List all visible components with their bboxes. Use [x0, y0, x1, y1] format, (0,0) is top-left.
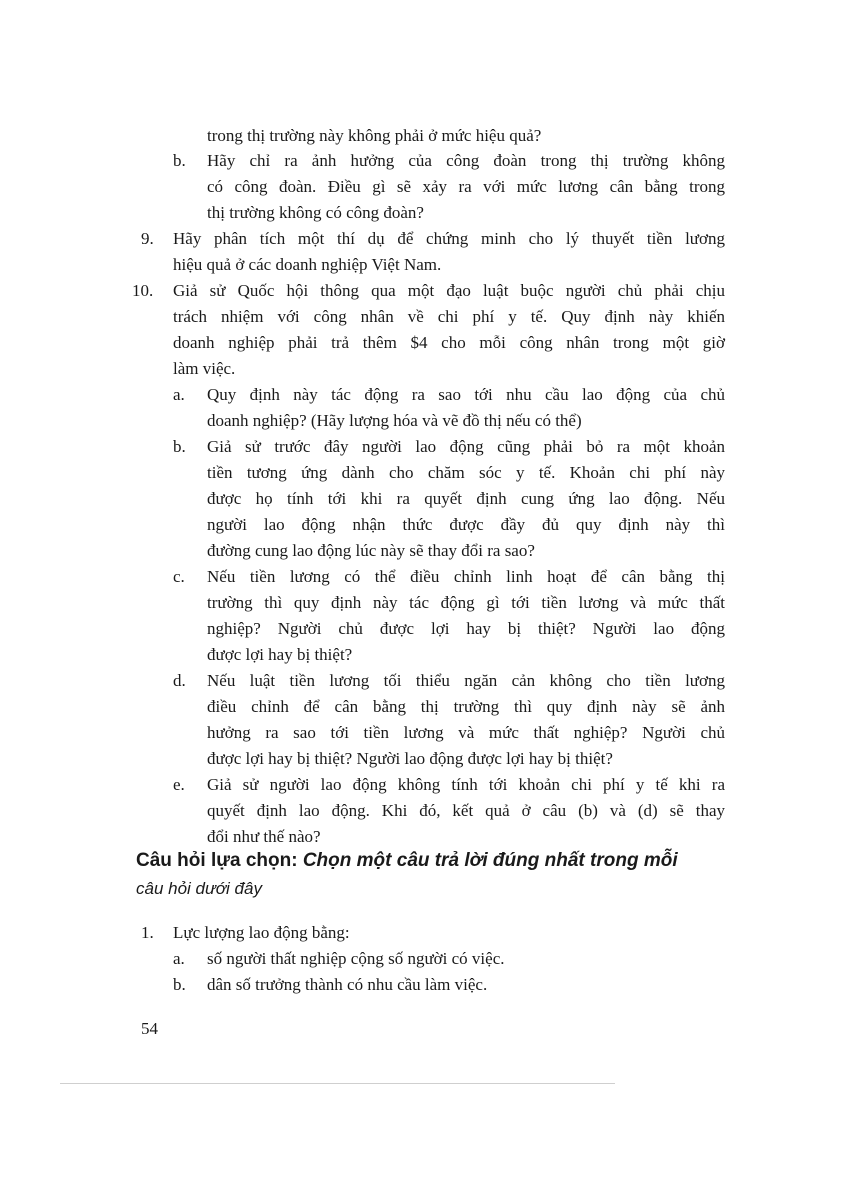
text-line-marker: b. [173, 437, 186, 456]
text-line: đường cung lao động lúc này sẽ thay đổi ra sao? [207, 541, 535, 560]
mc-line-marker: 1. [141, 923, 154, 942]
text-line-marker: d. [173, 671, 186, 690]
text-line: tiền tương ứng dành cho chăm sóc y tế. Khoản chi phí này [207, 463, 725, 482]
section-heading-line2: câu hỏi dưới đây [136, 879, 262, 898]
mc-line: Lực lượng lao động bằng: [173, 923, 350, 942]
text-line-marker: c. [173, 567, 185, 586]
mc-line: dân số trưởng thành có nhu cầu làm việc. [207, 975, 488, 994]
text-line: đổi như thế nào? [207, 827, 321, 846]
text-line: Giả sử người lao động không tính tới khoản chi phí y tế khi ra [207, 775, 725, 794]
text-line-marker: 10. [132, 281, 154, 300]
text-line: doanh nghiệp phải trả thêm $4 cho mỗi công nhân trong một giờ [173, 333, 725, 352]
text-line: được lợi hay bị thiệt? Người lao động được lợi hay bị thiệt? [207, 749, 613, 768]
text-line: có công đoàn. Điều gì sẽ xảy ra với mức lương cân bằng trong [207, 177, 725, 196]
page-number: 54 [141, 1019, 158, 1038]
section-heading-bold: Câu hỏi lựa chọn: [136, 850, 298, 871]
section-heading-italic: Chọn một câu trả lời đúng nhất trong mỗi [302, 850, 678, 871]
mc-line-marker: a. [173, 949, 185, 968]
text-line: Quy định này tác động ra sao tới nhu cầu lao động của chủ [207, 385, 725, 404]
mc-line-marker: b. [173, 975, 186, 994]
text-line: được họ tính tới khi ra quyết định cung ứng lao động. Nếu [207, 489, 725, 508]
mc-line: số người thất nghiệp cộng số người có việc. [207, 949, 505, 968]
text-line: hiệu quả ở các doanh nghiệp Việt Nam. [173, 255, 442, 274]
text-line: Giả sử Quốc hội thông qua một đạo luật buộc người chủ phải chịu [173, 281, 725, 300]
text-line: Giả sử trước đây người lao động cũng phải bỏ ra một khoản [207, 437, 725, 456]
text-line-marker: a. [173, 385, 185, 404]
text-line: thị trường không có công đoàn? [207, 203, 424, 222]
text-line: Hãy phân tích một thí dụ để chứng minh cho lý thuyết tiền lương [173, 229, 725, 248]
text-line: trong thị trường này không phải ở mức hiệu quả? [207, 126, 542, 145]
text-line: người lao động nhận thức được đầy đủ quy định này thì [207, 515, 725, 534]
text-line: Nếu tiền lương có thể điều chỉnh linh hoạt để cân bằng thị [207, 567, 725, 586]
text-line-marker: b. [173, 151, 186, 170]
text-line: trách nhiệm với công nhân về chi phí y tế. Quy định này khiến [173, 307, 725, 326]
text-line: nghiệp? Người chủ được lợi hay bị thiệt? Người lao động [207, 619, 725, 638]
text-line: Nếu luật tiền lương tối thiểu ngăn cản không cho tiền lương [207, 671, 725, 690]
section-heading [136, 848, 678, 874]
text-line: làm việc. [173, 359, 236, 378]
text-line: doanh nghiệp? (Hãy lượng hóa và vẽ đồ thị nếu có thể) [207, 411, 582, 430]
footer-rule [60, 1083, 615, 1084]
text-line: trường thì quy định này tác động gì tới tiền lương và mức thất [207, 593, 725, 612]
text-line-marker: e. [173, 775, 185, 794]
text-line: Hãy chỉ ra ảnh hưởng của công đoàn trong thị trường không [207, 151, 725, 170]
text-line-marker: 9. [141, 229, 154, 248]
text-line: quyết định lao động. Khi đó, kết quả ở câu (b) và (d) sẽ thay [207, 801, 725, 820]
text-line: điều chỉnh để cân bằng thị trường thì quy định này sẽ ảnh [207, 697, 725, 716]
text-line: được lợi hay bị thiệt? [207, 645, 353, 664]
text-line: hưởng ra sao tới tiền lương và mức thất nghiệp? Người chủ [207, 723, 725, 742]
